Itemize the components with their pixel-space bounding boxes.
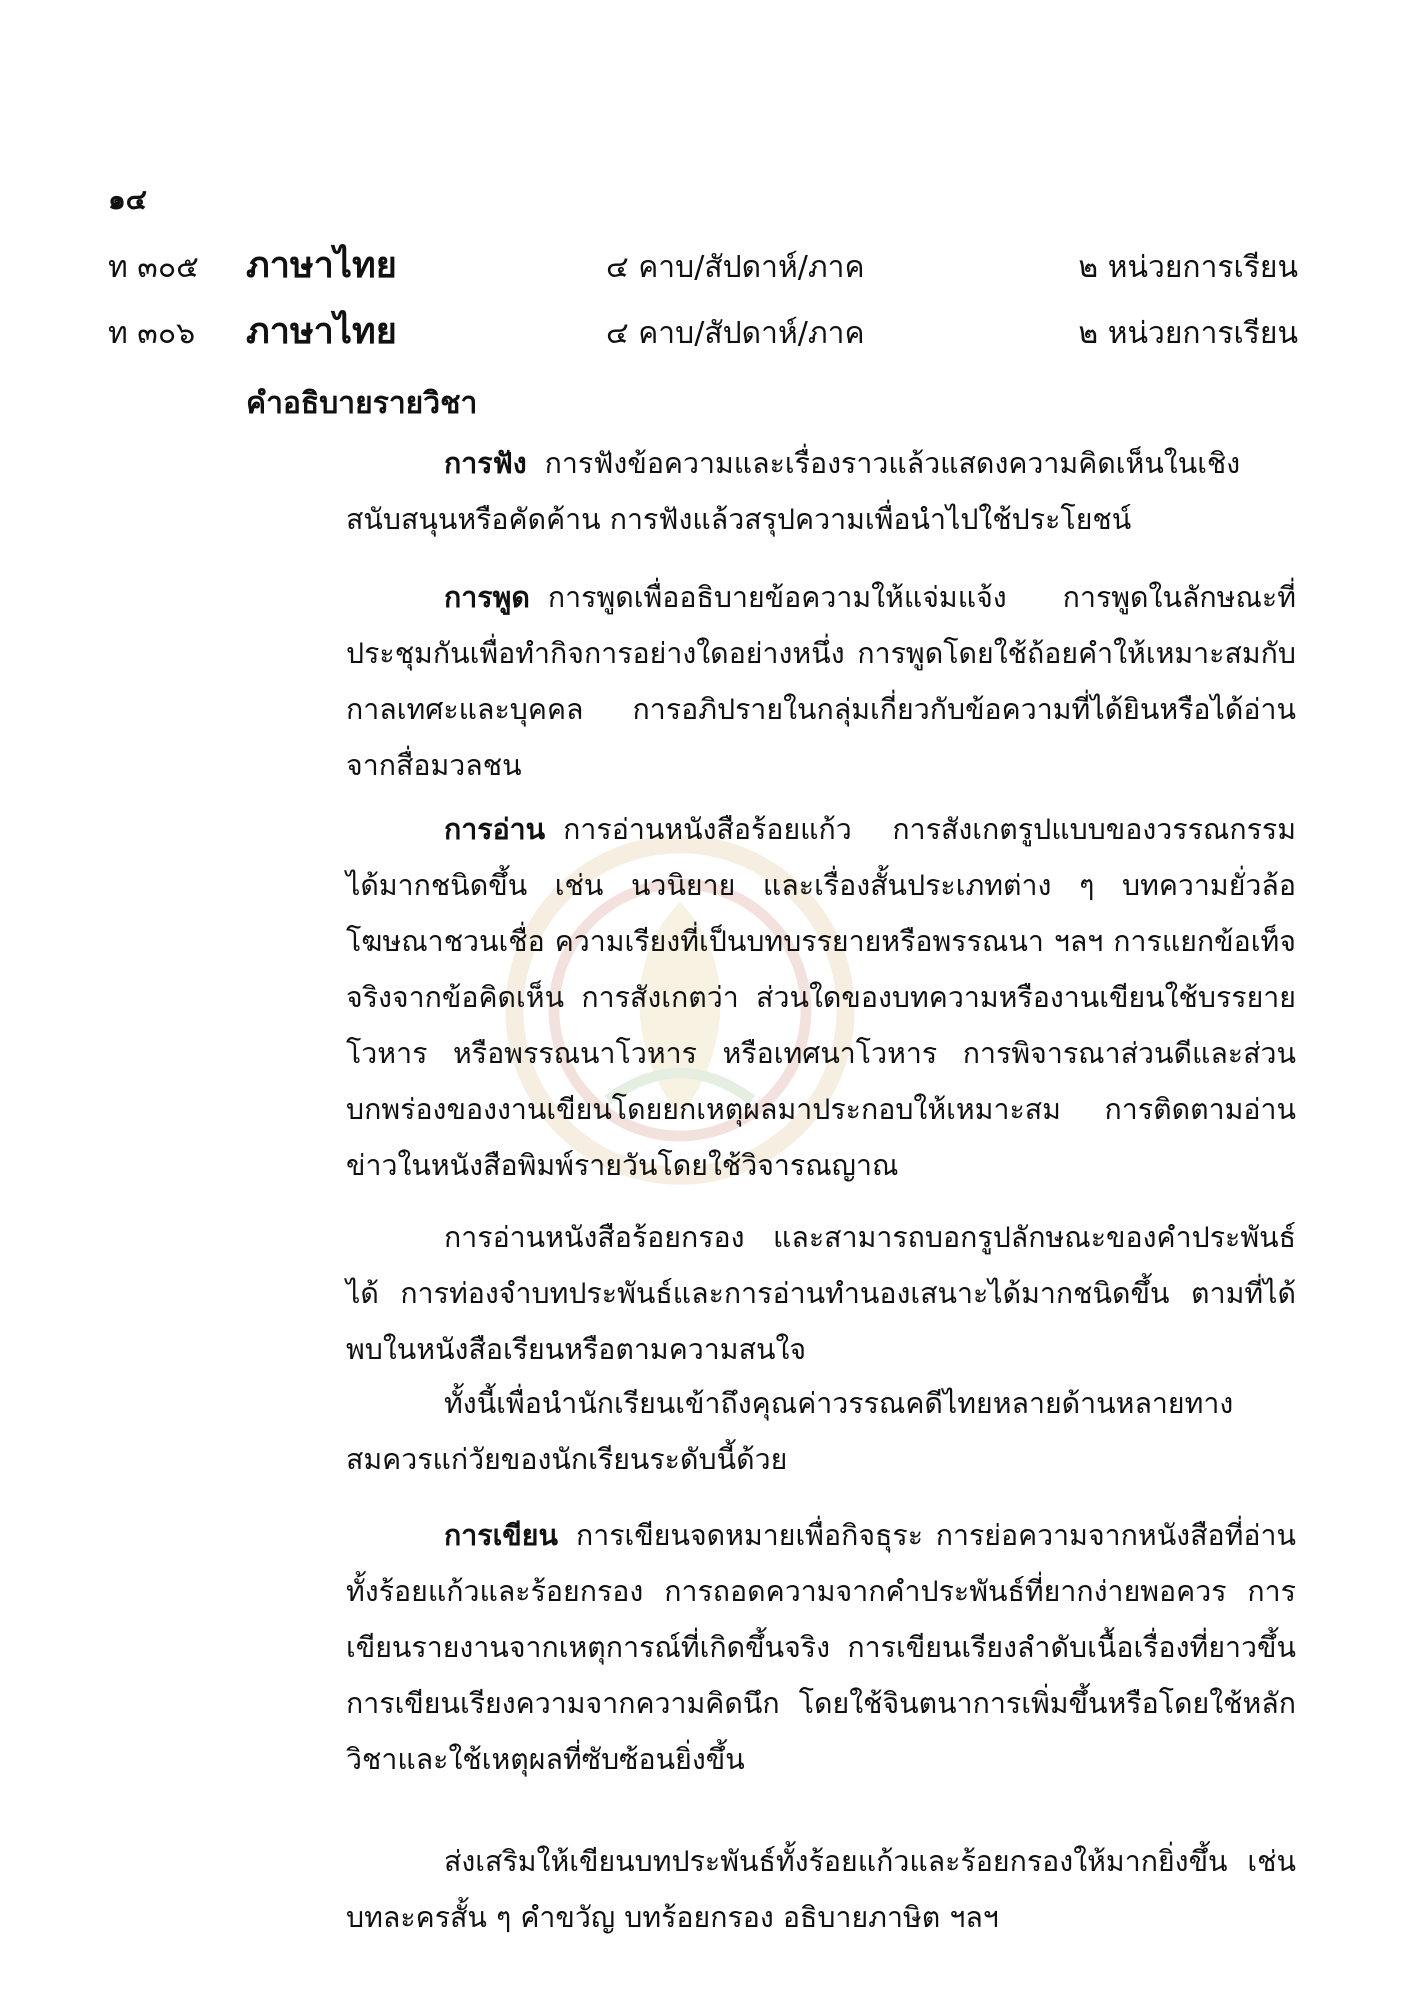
course-title: ภาษาไทย (246, 311, 397, 352)
paragraph-text: การอ่านหนังสือร้อยแก้ว การสังเกตรูปแบบของวรรณกรรมได้มากชนิดขึ้น เช่น นวนิยาย และเรื่องสั้นประเภทต่าง ๆ บทความยั่วล้อ โฆษณาชวนเชื่อ ความเรียงที่เป็นบทบรรยายหรือพรรณนา ฯลฯ การแยกข้อเท็จจริงจากข้อคิดเห็น การสังเกตว่า ส่วนใดของบทความหรืองานเขียนใช้บรรยายโวหาร หรือพรรณนาโวหาร หรือเทศนาโวหาร การพิจารณาส่วนดีและส่วนบกพร่องของงานเขียนโดยยกเหตุผลมาประกอบให้เหมาะสม การติดตามอ่านข่าวในหนังสือพิมพ์รายวันโดยใช้วิจารณญาณ (346, 813, 1296, 1182)
course-row (108, 302, 1298, 352)
paragraph-reading (346, 802, 1296, 1194)
course-code: ท ๓๐๕ (108, 250, 199, 285)
paragraph-lead: การอ่าน (444, 813, 546, 846)
course-title: ภาษาไทย (246, 245, 397, 286)
page-number: ๑๔ (108, 183, 147, 216)
paragraph-speaking (346, 570, 1296, 794)
paragraph-text: ทั้งนี้เพื่อนำนักเรียนเข้าถึงคุณค่าวรรณคดีไทยหลายด้านหลายทาง สมควรแก่วัยของนักเรียนระดับนี้ด้วย (346, 1387, 1234, 1476)
section-heading: คำอธิบายรายวิชา (246, 386, 478, 421)
course-credits: ๒ หน่วยการเรียน (1078, 316, 1298, 351)
paragraph-composition (346, 1834, 1296, 1946)
paragraph-writing (346, 1508, 1296, 1788)
course-code: ท ๓๐๖ (108, 316, 196, 351)
paragraph-lead: การฟัง (444, 447, 527, 480)
course-row (108, 236, 1298, 286)
paragraph-text: การฟังข้อความและเรื่องราวแล้วแสดงความคิดเห็นในเชิงสนับสนุนหรือคัดค้าน การฟังแล้วสรุปความเพื่อนำไปใช้ประโยชน์ (346, 447, 1241, 536)
paragraph-lead: การเขียน (444, 1519, 558, 1552)
paragraph-lead: การพูด (444, 581, 530, 614)
paragraph-text: การอ่านหนังสือร้อยกรอง และสามารถบอกรูปลักษณะของคำประพันธ์ได้ การท่องจำบทประพันธ์และการอ่านทำนองเสนาะได้มากชนิดขึ้น ตามที่ได้พบในหนังสือเรียนหรือตามความสนใจ (346, 1221, 1296, 1366)
paragraph-listening (346, 436, 1296, 548)
paragraph-poetry (346, 1210, 1296, 1378)
paragraph-text: การเขียนจดหมายเพื่อกิจธุระ การย่อความจากหนังสือที่อ่าน ทั้งร้อยแก้วและร้อยกรอง การถอดความจากคำประพันธ์ที่ยากง่ายพอควร การเขียนรายงานจากเหตุการณ์ที่เกิดขึ้นจริง การเขียนเรียงลำดับเนื้อเรื่องที่ยาวขึ้น การเขียนเรียงความจากความคิดนึก โดยใช้จินตนาการเพิ่มขึ้นหรือโดยใช้หลักวิชาและใช้เหตุผลที่ซับซ้อนยิ่งขึ้น (346, 1519, 1296, 1776)
course-hours: ๔ คาบ/สัปดาห์/ภาค (606, 250, 865, 285)
paragraph-text: ส่งเสริมให้เขียนบทประพันธ์ทั้งร้อยแก้วและร้อยกรองให้มากยิ่งขึ้น เช่น บทละครสั้น ๆ คำขวัญ บทร้อยกรอง อธิบายภาษิต ฯลฯ (346, 1845, 1296, 1934)
course-hours: ๔ คาบ/สัปดาห์/ภาค (606, 316, 865, 351)
course-credits: ๒ หน่วยการเรียน (1078, 250, 1298, 285)
paragraph-literature-value (346, 1376, 1296, 1488)
paragraph-text: การพูดเพื่ออธิบายข้อความให้แจ่มแจ้ง การพูดในลักษณะที่ประชุมกันเพื่อทำกิจการอย่างใดอย่างหนึ่ง การพูดโดยใช้ถ้อยคำให้เหมาะสมกับกาลเทศะและบุคคล การอภิปรายในกลุ่มเกี่ยวกับข้อความที่ได้ยินหรือได้อ่านจากสื่อมวลชน (346, 581, 1296, 782)
